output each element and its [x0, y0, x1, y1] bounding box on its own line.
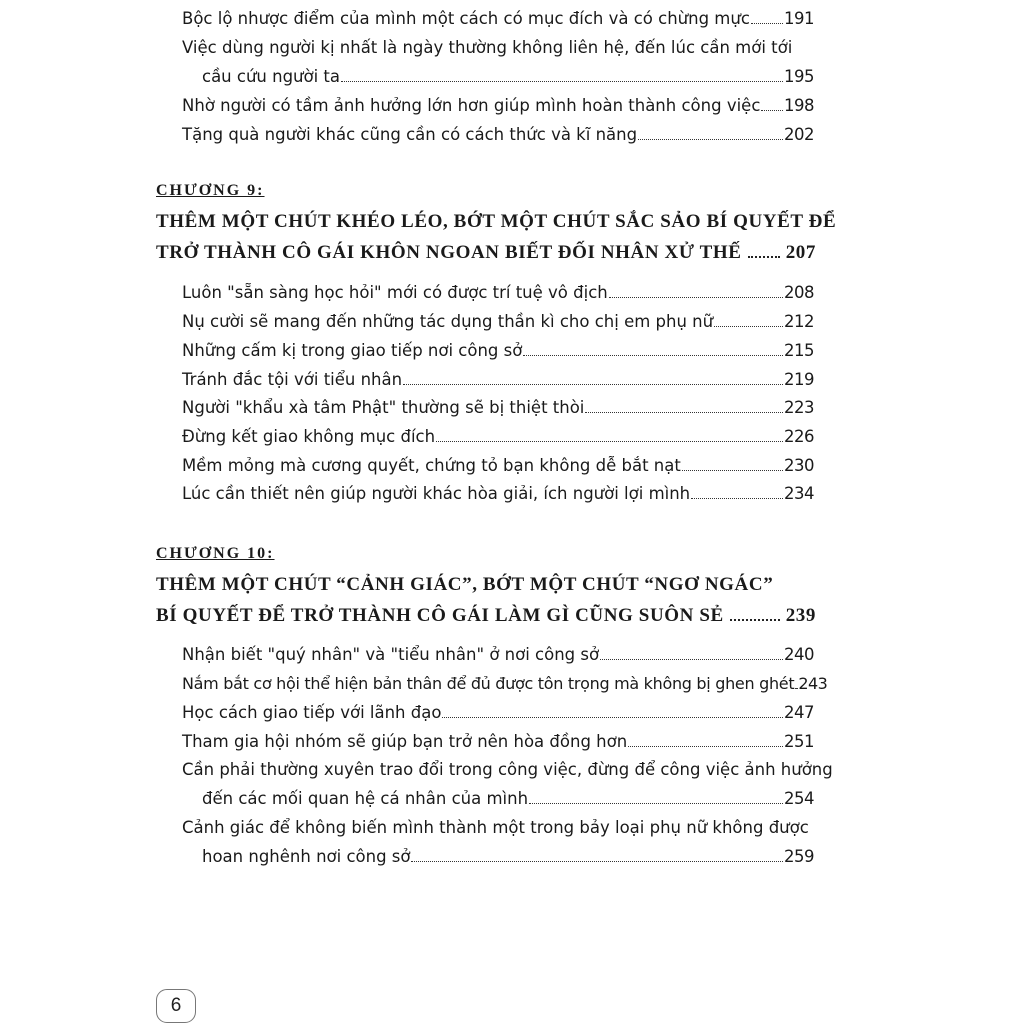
- toc-entry: [182, 698, 814, 727]
- page-number: 6: [156, 989, 196, 1023]
- toc-entry: [182, 120, 814, 149]
- chapter-title-line: BÍ QUYẾT ĐỂ TRỞ THÀNH CÔ GÁI LÀM GÌ CŨNG SUÔN SẺ: [156, 605, 724, 626]
- entry-page: 223: [784, 398, 814, 417]
- entry-title-continued: hoan nghênh nơi công sở: [202, 847, 411, 866]
- entry-title: Tham gia hội nhóm sẽ giúp bạn trở nên hòa đồng hơn: [182, 732, 628, 751]
- entry-page: 191: [784, 9, 814, 28]
- entry-title: Luôn "sẵn sàng học hỏi" mới có được trí tuệ vô địch: [182, 283, 608, 302]
- entry-page: 198: [784, 96, 814, 115]
- entry-title: Người "khẩu xà tâm Phật" thường sẽ bị thiệt thòi: [182, 398, 585, 417]
- toc-entry: [182, 33, 814, 91]
- entry-title: Lúc cần thiết nên giúp người khác hòa giải, ích người lợi mình: [182, 484, 691, 503]
- chapter-page: 207: [785, 242, 816, 263]
- entry-page: 195: [784, 67, 814, 86]
- entry-title: Nụ cười sẽ mang đến những tác dụng thần kì cho chị em phụ nữ: [182, 312, 714, 331]
- toc-entry: [182, 451, 814, 480]
- toc-entry: [182, 640, 814, 669]
- toc-entry: [182, 91, 814, 120]
- entry-page: 243: [798, 674, 828, 693]
- toc-entry: [182, 669, 828, 698]
- toc-entry: [182, 422, 814, 451]
- entry-title: Bộc lộ nhược điểm của mình một cách có mục đích và có chừng mực: [182, 9, 750, 28]
- entry-page: 247: [784, 703, 814, 722]
- entry-title: Tránh đắc tội với tiểu nhân: [182, 370, 403, 389]
- chapter-9-title: [156, 206, 837, 268]
- entry-title-continued: đến các mối quan hệ cá nhân của mình: [202, 789, 529, 808]
- entry-page: 259: [784, 847, 814, 866]
- entry-title: Tặng quà người khác cũng cần có cách thức và kĩ năng: [182, 125, 638, 144]
- entry-title: Việc dùng người kị nhất là ngày thường không liên hệ, đến lúc cần mới tới: [182, 38, 793, 57]
- chapter-9-label: CHƯƠNG 9:: [156, 182, 265, 199]
- chapter-title-line: THÊM MỘT CHÚT KHÉO LÉO, BỚT MỘT CHÚT SẮC SẢO BÍ QUYẾT ĐỂ: [156, 211, 837, 232]
- entry-page: 219: [784, 370, 814, 389]
- toc-entry: [182, 4, 814, 33]
- entry-title: Nắm bắt cơ hội thể hiện bản thân để đủ được tôn trọng mà không bị ghen ghét: [182, 674, 795, 693]
- entry-page: 208: [784, 283, 814, 302]
- entry-page: 202: [784, 125, 814, 144]
- entry-page: 230: [784, 456, 814, 475]
- toc-entry: [182, 365, 814, 394]
- entry-page: 254: [784, 789, 814, 808]
- entry-page: 215: [784, 341, 814, 360]
- entry-title: Nhận biết "quý nhân" và "tiểu nhân" ở nơi công sở: [182, 645, 600, 664]
- entry-title: Học cách giao tiếp với lãnh đạo: [182, 703, 442, 722]
- entry-page: 240: [784, 645, 814, 664]
- entry-title: Những cấm kị trong giao tiếp nơi công sở: [182, 341, 523, 360]
- entry-title: Mềm mỏng mà cương quyết, chứng tỏ bạn không dễ bắt nạt: [182, 456, 681, 475]
- entry-page: 226: [784, 427, 814, 446]
- toc-entry: [182, 755, 833, 813]
- chapter-title-line: TRỞ THÀNH CÔ GÁI KHÔN NGOAN BIẾT ĐỐI NHÂN XỬ THẾ: [156, 242, 742, 263]
- toc-entry: [182, 278, 814, 307]
- entry-title: Cảnh giác để không biến mình thành một trong bảy loại phụ nữ không được: [182, 818, 809, 837]
- toc-entry: [182, 336, 814, 365]
- toc-entry: [182, 393, 814, 422]
- toc-entry: [182, 479, 814, 508]
- entry-title: Nhờ người có tầm ảnh hưởng lớn hơn giúp mình hoàn thành công việc: [182, 96, 761, 115]
- chapter-10-label: CHƯƠNG 10:: [156, 545, 275, 562]
- entry-page: 234: [784, 484, 814, 503]
- entry-title: Đừng kết giao không mục đích: [182, 427, 436, 446]
- toc-entry: [182, 307, 814, 336]
- entry-page: 212: [784, 312, 814, 331]
- entry-title: Cần phải thường xuyên trao đổi trong công việc, đừng để công việc ảnh hưởng: [182, 760, 833, 779]
- chapter-title-line: THÊM MỘT CHÚT “CẢNH GIÁC”, BỚT MỘT CHÚT “NGƠ NGÁC”: [156, 574, 774, 595]
- toc-entry: [182, 813, 814, 871]
- entry-page: 251: [784, 732, 814, 751]
- chapter-10-title: [156, 569, 816, 631]
- entry-title-continued: cầu cứu người ta: [202, 67, 341, 86]
- toc-entry: [182, 727, 814, 756]
- chapter-page: 239: [785, 605, 816, 626]
